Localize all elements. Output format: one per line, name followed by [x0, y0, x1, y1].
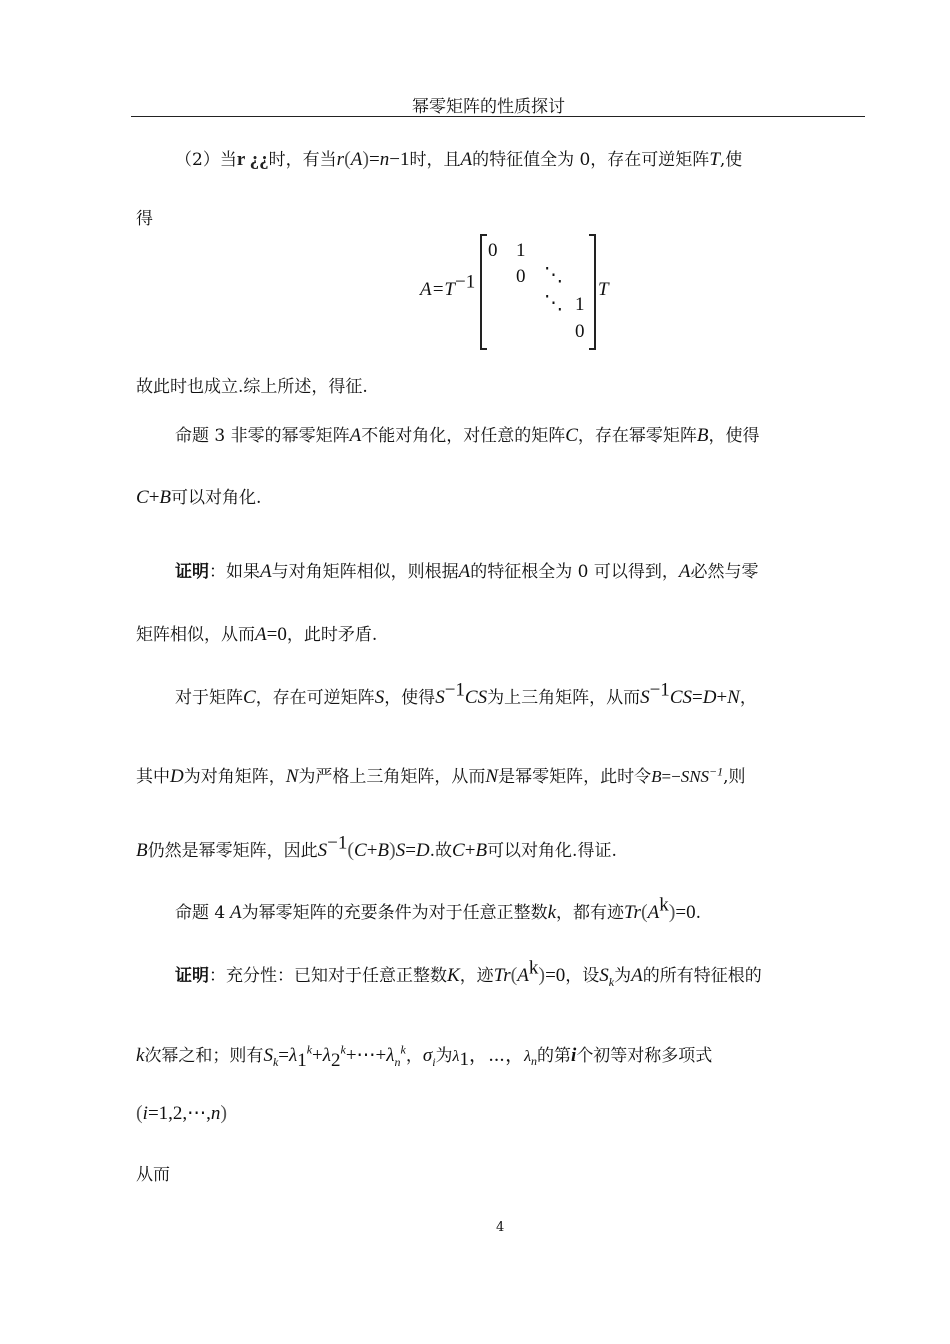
matrix-cell: 0 — [516, 266, 526, 287]
garbled-symbol: r ¿¿ — [236, 149, 269, 170]
matrix-equation-lhs: $A=T^{-1}$ — [420, 271, 476, 300]
matrix-cell: 0 — [575, 321, 585, 342]
proof-3-line-1: 证明：如果A与对角矩阵相似，则根据A的特征根全为 0 可以得到，A必然与零 — [175, 561, 759, 582]
proof-3-line-5: B仍然是幂零矩阵，因此$S^{-1}(C+B)S=D$.故C+B可以对角化.得证. — [136, 832, 617, 861]
proposition-4-line: 命题 4 A为幂零矩阵的充要条件为对于任意正整数k，都有迹$Tr(A^k)=0$. — [175, 894, 702, 923]
case-2-continuation: 得 — [136, 209, 153, 229]
matrix-cell: 1 — [516, 240, 526, 261]
matrix-cell: ⋱ — [544, 265, 563, 286]
proof-label: 证明 — [175, 562, 209, 582]
proposition-3-line-1: 命题 3 非零的幂零矩阵A不能对角化，对任意的矩阵C，存在幂零矩阵B，使得 — [175, 425, 760, 446]
proof-4-line-3: 从而 — [136, 1165, 170, 1185]
conclusion-line: 故此时也成立.综上所述，得征. — [136, 377, 368, 397]
page-header-title: 幂零矩阵的性质探讨 — [412, 97, 565, 117]
page-number: 4 — [496, 1220, 505, 1235]
proof-label: 证明 — [175, 966, 209, 986]
matrix-cell: 1 — [575, 294, 585, 315]
jordan-matrix — [480, 234, 596, 346]
header-rule — [131, 116, 865, 117]
matrix-left-bracket — [480, 234, 487, 350]
proof-3-line-3: 对于矩阵C，存在可逆矩阵S，使得$S^{-1}CS$为上三角矩阵，从而$S^{-1}CS=D+N$， — [175, 679, 757, 708]
matrix-right-bracket — [589, 234, 596, 350]
matrix-equation-rhs: T — [598, 279, 609, 300]
proposition-3-line-2: C+B可以对角化. — [136, 487, 262, 508]
proof-4-line-1: 证明：充分性：已知对于任意正整数K，迹$Tr(A^k)=0$，设$S_k$为A的所有特征根的 — [175, 957, 762, 989]
matrix-cell: ⋱ — [544, 293, 563, 314]
index-range: (i=1,2,⋯,n) — [136, 1102, 228, 1124]
case-2-line: （2）当r ¿¿时，有当r(A)=n−1时，且A的特征值全为 0，存在可逆矩阵T,使 — [175, 148, 743, 170]
matrix-cell: 0 — [488, 240, 498, 261]
proof-3-line-2: 矩阵相似，从而A=0，此时矛盾. — [136, 624, 378, 645]
formula-rank: r(A)=n−1 — [336, 148, 410, 170]
proof-4-line-2: k次幂之和；则有$S_k=\lambda_1^k+\lambda_2^k+\cdots+\lambda_n^k$，$\sigma_i$为$\lambda_1$，⋯，$\lambda_n$的第i个初等对称多项式 — [136, 1042, 713, 1071]
proof-3-line-4: 其中D为对角矩阵，N为严格上三角矩阵，从而N是幂零矩阵，此时令$B=-SNS^{-1}$,则 — [136, 764, 746, 787]
